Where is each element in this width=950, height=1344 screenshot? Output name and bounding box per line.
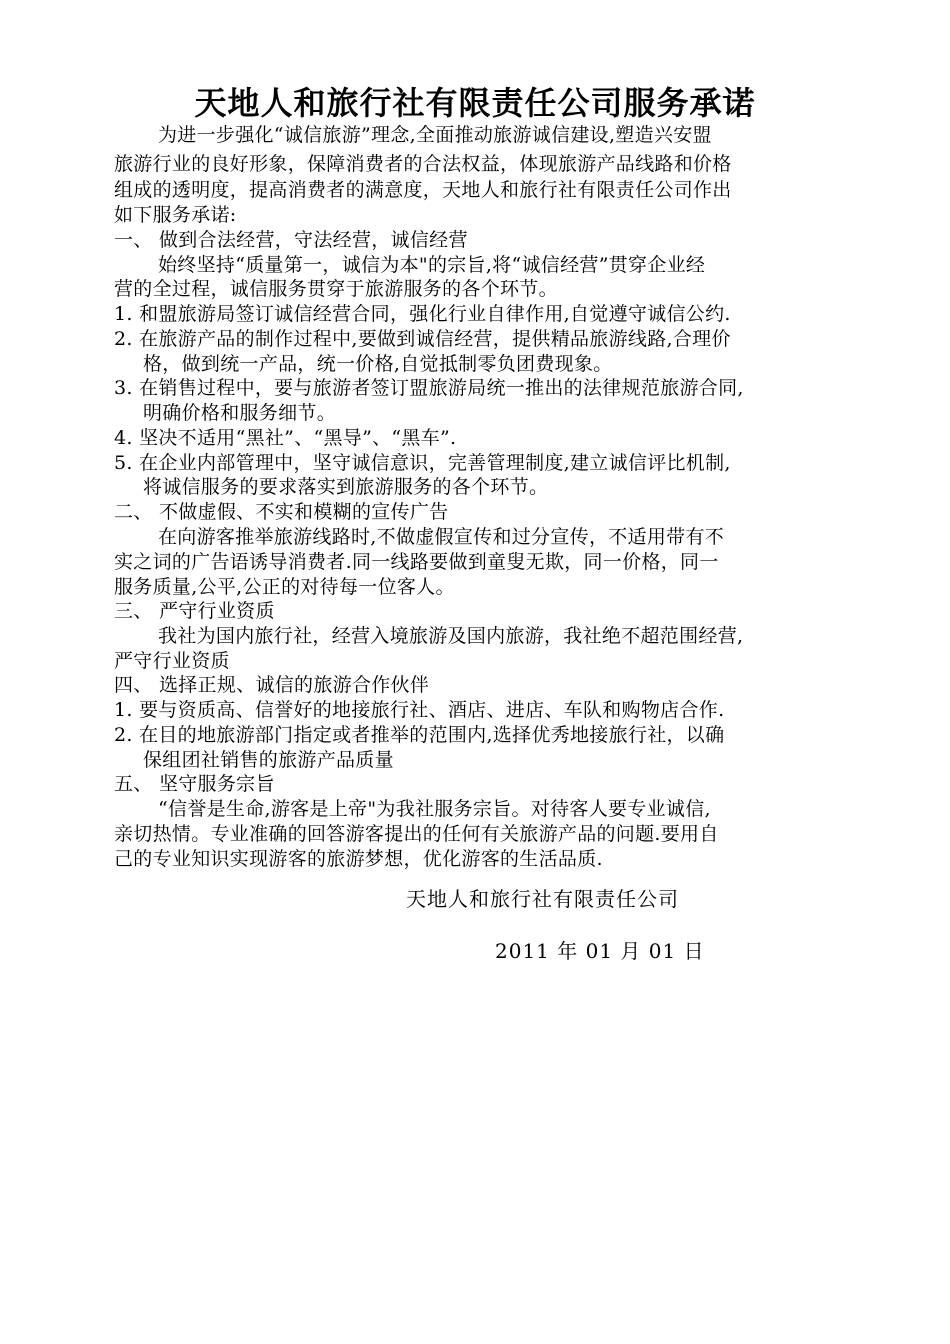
section-heading-2: 二、 不做虚假、不实和模糊的宣传广告 <box>114 501 449 523</box>
section-1-item-4: 4. 坚决不适用“黑社”、“黑导”、“黑车”. <box>114 427 457 449</box>
section-1-item-2-cont: 格，做到统一产品，统一价格,自觉抵制零负团费现象。 <box>143 353 613 375</box>
section-1-paragraph-line-1: 始终坚持“质量第一，诚信为本"的宗旨,将“诚信经营”贯穿企业经 <box>158 254 706 276</box>
section-1-item-5: 5. 在企业内部管理中，坚守诚信意识，完善管理制度,建立诚信评比机制, <box>114 452 731 474</box>
intro-line-3: 组成的透明度，提高消费者的满意度，天地人和旅行社有限责任公司作出 <box>114 179 732 201</box>
section-3-paragraph-line-2: 严守行业资质 <box>114 650 230 672</box>
section-4-item-2: 2. 在目的地旅游部门指定或者推举的范围内,选择优秀地接旅行社，以确 <box>114 724 725 746</box>
section-heading-5: 五、 坚守服务宗旨 <box>114 773 275 795</box>
intro-line-2: 旅游行业的良好形象，保障消费者的合法权益，体现旅游产品线路和价格 <box>114 153 732 175</box>
section-1-item-3-cont: 明确价格和服务细节。 <box>143 402 337 424</box>
section-4-item-1: 1. 要与资质高、信誉好的地接旅行社、酒店、进店、车队和购物店合作. <box>114 699 725 721</box>
section-heading-3: 三、 严守行业资质 <box>114 600 275 622</box>
section-2-paragraph-line-1: 在向游客推举旅游线路时,不做虚假宣传和过分宣传，不适用带有不 <box>158 526 725 548</box>
section-3-paragraph-line-1: 我社为国内旅行社，经营入境旅游及国内旅游，我社绝不超范围经营, <box>158 625 744 647</box>
section-5-paragraph-line-2: 亲切热情。专业准确的回答游客提出的任何有关旅游产品的问题.要用自 <box>114 823 719 845</box>
section-5-paragraph-line-1: “信誉是生命,游客是上帝"为我社服务宗旨。对待客人要专业诚信, <box>158 798 711 820</box>
signature-company: 天地人和旅行社有限责任公司 <box>406 887 679 911</box>
section-5-paragraph-line-3: 己的专业知识实现游客的旅游梦想，优化游客的生活品质. <box>114 848 603 870</box>
section-1-item-2: 2. 在旅游产品的制作过程中,要做到诚信经营，提供精品旅游线路,合理价 <box>114 328 731 350</box>
intro-line-4: 如下服务承诺: <box>114 204 237 226</box>
signature-date: 2011 年 01 月 01 日 <box>495 939 705 963</box>
section-1-item-1: 1. 和盟旅游局签订诚信经营合同，强化行业自律作用,自觉遵守诚信公约. <box>114 303 731 325</box>
section-2-paragraph-line-2: 实之词的广告语诱导消费者.同一线路要做到童叟无欺，同一价格，同一 <box>114 551 719 573</box>
section-4-item-2-cont: 保组团社销售的旅游产品质量 <box>143 749 394 771</box>
intro-line-1: 为进一步强化“诚信旅游”理念,全面推动旅游诚信建设,塑造兴安盟 <box>158 124 712 146</box>
section-1-item-5-cont: 将诚信服务的要求落实到旅游服务的各个环节。 <box>143 476 549 498</box>
section-1-item-3: 3. 在销售过程中，要与旅游者签订盟旅游局统一推出的法律规范旅游合同, <box>114 377 744 399</box>
document-title: 天地人和旅行社有限责任公司服务承诺 <box>194 84 756 122</box>
section-2-paragraph-line-3: 服务质量,公平,公正的对待每一位客人。 <box>114 576 455 598</box>
section-heading-1: 一、 做到合法经营，守法经营，诚信经营 <box>114 229 468 251</box>
section-heading-4: 四、 选择正规、诚信的旅游合作伙伴 <box>114 674 430 696</box>
section-1-paragraph-line-2: 营的全过程，诚信服务贯穿于旅游服务的各个环节。 <box>114 278 558 300</box>
